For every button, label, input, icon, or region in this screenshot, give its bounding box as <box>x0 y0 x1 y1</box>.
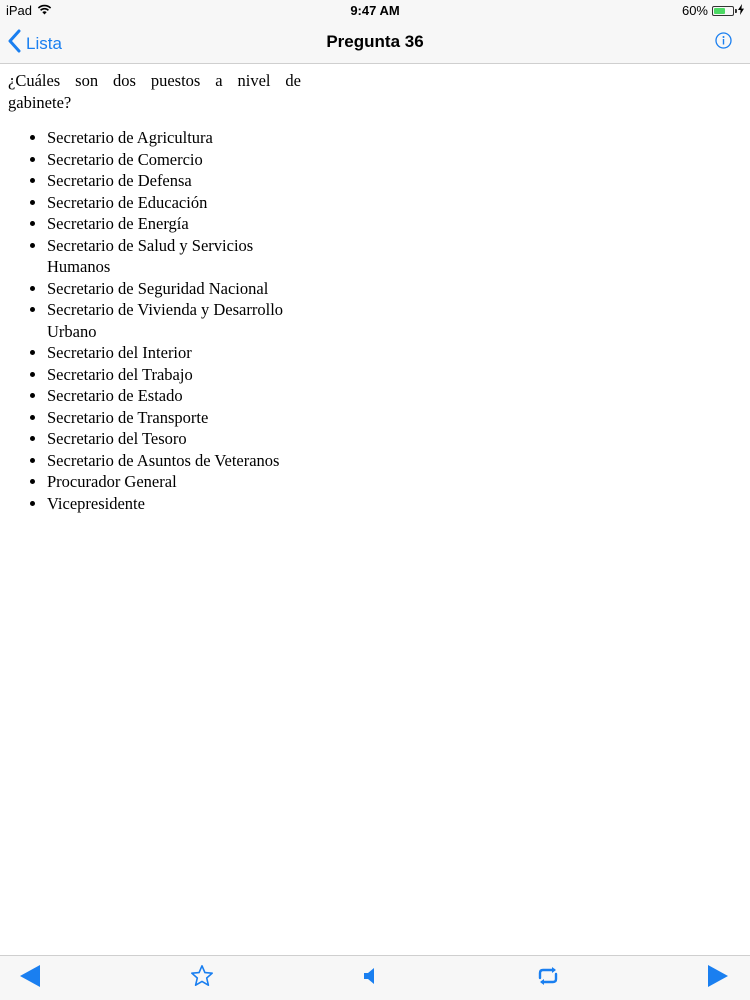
previous-arrow-icon <box>19 964 41 993</box>
question-content <box>8 70 301 514</box>
answer-item: • Secretario de Estado <box>47 385 301 407</box>
answer-item: • Secretario del Interior <box>47 342 301 364</box>
repeat-icon <box>535 966 561 991</box>
next-button[interactable] <box>704 964 732 992</box>
answer-item: • Secretario del Trabajo <box>47 364 301 386</box>
answer-item: • Secretario de Seguridad Nacional <box>47 278 301 300</box>
question-text: ¿Cuáles son dos puestos a nivel de gabinete? <box>8 71 301 112</box>
audio-button[interactable] <box>356 964 384 992</box>
answer-item: • Secretario del Tesoro <box>47 428 301 450</box>
answer-item: • Vicepresidente <box>47 493 301 515</box>
battery-icon <box>712 6 734 16</box>
answer-item: • Secretario de Transporte <box>47 407 301 429</box>
answer-list <box>8 127 301 514</box>
back-label: Lista <box>26 33 62 53</box>
speaker-icon <box>362 966 378 991</box>
answer-item: • Secretario de Agricultura <box>47 127 301 149</box>
page-title: Pregunta 36 <box>326 32 424 51</box>
battery-tip <box>735 9 737 13</box>
answer-item: • Secretario de Educación <box>47 192 301 214</box>
answer-item: • Secretario de Vivienda y Desarrollo Urbano <box>47 299 301 342</box>
answer-item: • Secretario de Defensa <box>47 170 301 192</box>
status-right <box>682 3 744 18</box>
navigation-bar <box>0 22 750 64</box>
status-time: 9:47 AM <box>350 3 400 18</box>
charging-bolt-icon <box>738 3 744 18</box>
device-name: iPad <box>6 3 33 18</box>
info-circle-icon <box>715 36 732 53</box>
status-bar <box>0 0 750 22</box>
repeat-button[interactable] <box>534 964 562 992</box>
answer-item: • Secretario de Salud y Servicios Humanos <box>47 235 301 278</box>
battery-percent: 60% <box>681 3 708 18</box>
battery-fill <box>714 8 725 14</box>
answer-item: • Secretario de Energía <box>47 213 301 235</box>
info-button[interactable] <box>715 32 732 54</box>
bottom-toolbar <box>0 955 750 1000</box>
answer-item: • Secretario de Asuntos de Veteranos <box>47 450 301 472</box>
next-arrow-icon <box>707 964 729 993</box>
previous-button[interactable] <box>16 964 44 992</box>
star-icon <box>190 964 214 993</box>
answer-item: • Secretario de Comercio <box>47 149 301 171</box>
answer-item: • Procurador General <box>47 471 301 493</box>
favorite-button[interactable] <box>188 964 216 992</box>
